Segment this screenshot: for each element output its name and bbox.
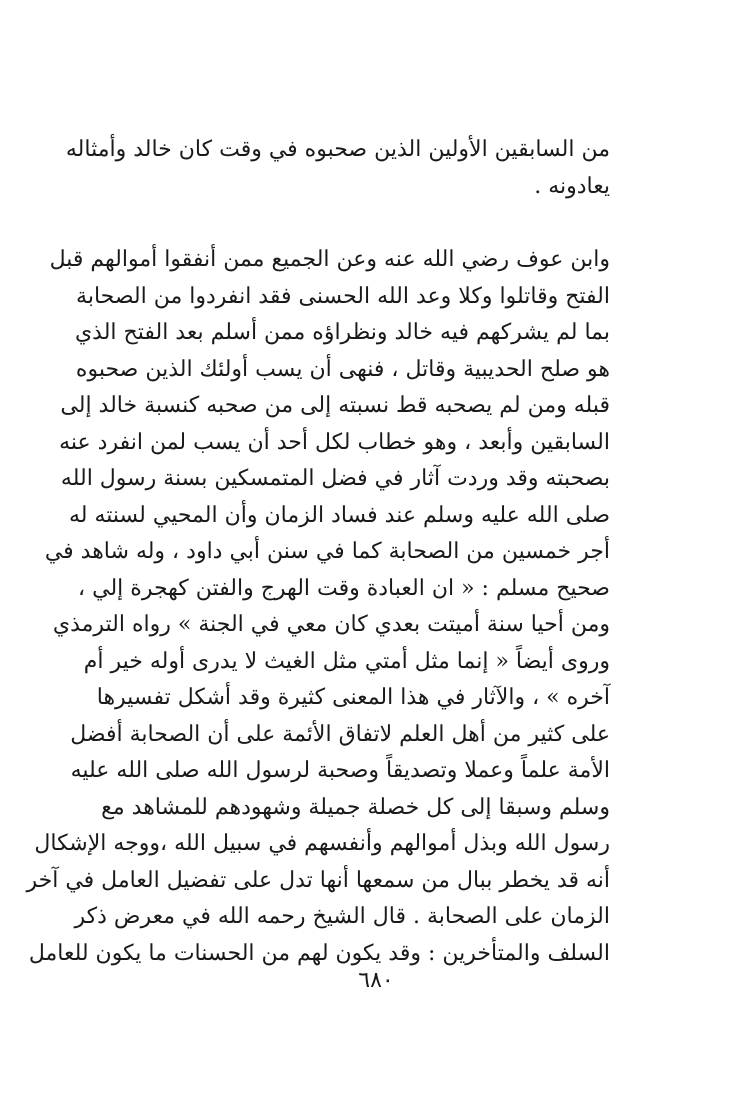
page-number: ٦٨٠	[358, 968, 394, 993]
text-line: صحيح مسلم : « ان العبادة وقت الهرج والفتن كهجرة إلي ،	[78, 575, 610, 601]
text-line: رسول الله وبذل أموالهم وأنفسهم في سبيل الله ،ووجه الإشكال	[34, 831, 610, 856]
text-line: ومن أحيا سنة أميتت بعدي كان معي في الجنة » رواه الترمذي	[52, 612, 610, 637]
text-line: وروى أيضاً « إنما مثل أمتي مثل الغيث لا يدرى أوله خير أم	[83, 648, 610, 674]
text-line: أنه قد يخطر ببال من سمعها أنها تدل على تفضيل العامل في آخر	[26, 867, 610, 893]
text-line: يعادونه .	[534, 173, 610, 199]
text-line: من السابقين الأولين الذين صحبوه في وقت كان خالد وأمثاله	[65, 137, 610, 162]
text-line: الأمة علماً وعملا وتصديقاً وصحبة لرسول الله صلى الله عليه	[70, 758, 610, 783]
text-line: وسلم وسبقا إلى كل خصلة جميلة وشهودهم للمشاهد مع	[101, 794, 610, 820]
text-line: قبله ومن لم يصحبه قط نسبته إلى من صحبه كنسبة خالد إلى	[60, 393, 610, 418]
text-line: صلى الله عليه وسلم عند فساد الزمان وأن المحيي لسنته له	[68, 502, 610, 528]
paragraph-2	[26, 242, 610, 972]
text-line: السلف والمتأخرين : وقد يكون لهم من الحسنات ما يكون للعامل	[28, 940, 610, 966]
text-line: بما لم يشركهم فيه خالد ونظراؤه ممن أسلم بعد الفتح الذي	[74, 320, 610, 345]
text-line: وابن عوف رضي الله عنه وعن الجميع ممن أنفقوا أموالهم قبل	[49, 247, 610, 272]
paragraph-1	[65, 132, 610, 205]
text-line: أجر خمسين من الصحابة كما في سنن أبي داود ، وله شاهد في	[44, 539, 610, 564]
text-line: الفتح وقاتلوا وكلا وعد الله الحسنى فقد انفردوا من الصحابة	[76, 283, 610, 309]
text-line: السابقين وأبعد ، وهو خطاب لكل أحد أن يسب لمن انفرد عنه	[59, 429, 610, 455]
text-line: آخره » ، والآثار في هذا المعنى كثيرة وقد أشكل تفسيرها	[96, 685, 610, 710]
text-line: هو صلح الحديبية وقاتل ، فنهى أن يسب أولئك الذين صحبوه	[75, 356, 610, 382]
text-line: بصحبته وقد وردت آثار في فضل المتمسكين بسنة رسول الله	[60, 466, 610, 491]
text-line: الزمان على الصحابة . قال الشيخ رحمه الله في معرض ذكر	[74, 904, 610, 929]
text-line: على كثير من أهل العلم لاتفاق الأئمة على أن الصحابة أفضل	[70, 721, 610, 747]
